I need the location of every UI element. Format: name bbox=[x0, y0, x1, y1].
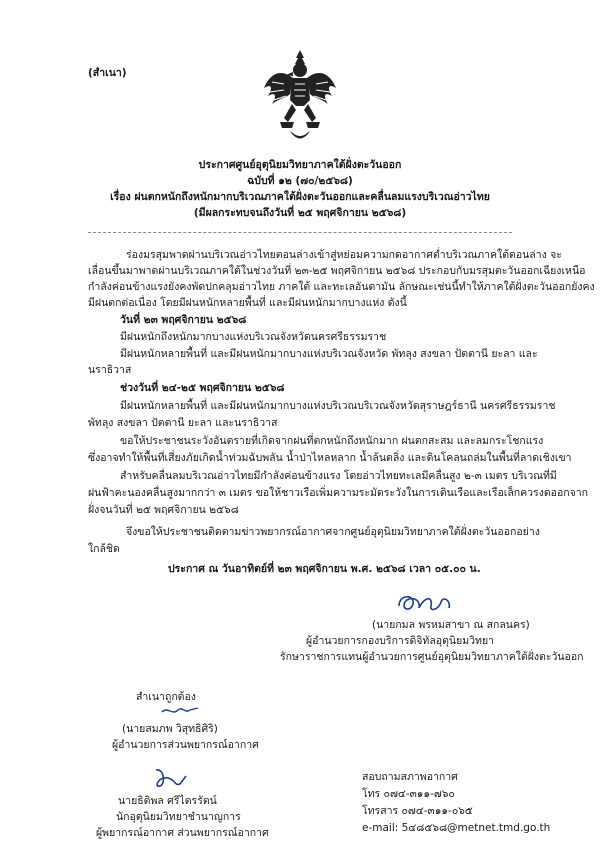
signer-name: (นายกมล พรหมสาขา ณ สกลนคร) bbox=[372, 619, 530, 631]
intro-line: มีฝนตกต่อเนื่อง โดยมีฝนหนักหลายพื้นที่ และมีฝนหนักมากบางแห่ง ดังนี้ bbox=[88, 297, 407, 309]
sea-line: ฝนฟ้าคะนองคลื่นสูงมากกว่า ๓ เมตร ขอให้ชาวเรือเพิ่มความระมัดระวังในการเดินเรือและเรือเล็กควรงดออกจาก bbox=[88, 487, 589, 499]
warning-line: ขอให้ประชาชนระวังอันตรายที่เกิดจากฝนที่ตกหนักถึงหนักมาก ฝนตกสะสม และลมกระโชกแรง bbox=[120, 435, 544, 447]
follow-line: จึงขอให้ประชาชนติดตามข่าวพยากรณ์อากาศจากศูนย์อุตุนิยมวิทยาภาคใต้ฝั่งตะวันออกอย่าง bbox=[126, 526, 540, 538]
preparer-unit: ผู้พยากรณ์อากาศ ส่วนพยากรณ์อากาศ bbox=[96, 827, 269, 839]
signer-acting: รักษาราชการแทนผู้อำนวยการศูนย์อุตุนิยมวิทยาภาคใต้ฝั่งตะวันออก bbox=[280, 651, 584, 663]
day1-line: มีฝนหนักหลายพื้นที่ และมีฝนหนักมากบางแห่งบริเวณจังหวัด พัทลุง สงขลา ปัตตานี ยะลา และ bbox=[120, 348, 538, 360]
contact-label: สอบถามสภาพอากาศ bbox=[362, 771, 458, 783]
intro-line: เลื่อนขึ้นมาพาดผ่านบริเวณภาคใต้ในช่วงวันที่ ๒๓-๒๕ พฤศจิกายน ๒๕๖๘ ประกอบกับมรสุมตะวันออกเฉียงเหนือ bbox=[88, 265, 586, 277]
day2-line: พัทลุง สงขลา ปัตตานี ยะลา และนราธิวาส bbox=[88, 417, 278, 429]
announced-date: ประกาศ ณ วันอาทิตย์ที่ ๒๓ พฤศจิกายน พ.ศ. ๒๕๖๘ เวลา ๐๕.๐๐ น. bbox=[168, 563, 481, 575]
day1-line: นราธิวาส bbox=[88, 364, 132, 376]
copy-mark: (สำเนา) bbox=[88, 67, 127, 79]
garuda-emblem-icon bbox=[262, 48, 338, 140]
preparer-position: นักอุตุนิยมวิทยาชำนาญการ bbox=[116, 811, 241, 823]
contact-phone: โทร ๐๗๔-๓๑๑-๗๖๐ bbox=[362, 788, 455, 800]
certified-label: สำเนาถูกต้อง bbox=[136, 691, 196, 703]
header-separator bbox=[88, 232, 512, 233]
day2-heading: ช่วงวันที่ ๒๔-๒๕ พฤศจิกายน ๒๕๖๘ bbox=[120, 382, 285, 394]
follow-line: ใกล้ชิด bbox=[88, 543, 120, 555]
day2-line: มีฝนหนักหลายพื้นที่ และมีฝนหนักมากบางแห่งบริเวณบริเวณจังหวัดสุราษฎร์ธานี นครศรีธรรมราช bbox=[120, 400, 556, 412]
intro-line: กำลังค่อนข้างแรงยังคงพัดปกคลุมอ่าวไทย ภาคใต้ และทะเลอันดามัน ลักษณะเช่นนี้ทำให้ภาคใต้ฝั่งตะวันออกยังคง bbox=[88, 281, 595, 293]
announcement-issue: ฉบับที่ ๑๒ (๗๐/๒๕๖๘) bbox=[247, 175, 353, 187]
announcement-title: ประกาศศูนย์อุตุนิยมวิทยาภาคใต้ฝั่งตะวันออก bbox=[198, 159, 402, 171]
preparer-signature bbox=[150, 766, 190, 790]
warning-line: ซึ่งอาจทำให้พื้นที่เสี่ยงภัยเกิดน้ำท่วมฉับพลัน น้ำป่าไหลหลาก น้ำล้นตลิ่ง และดินโคลนถล่มในพื้นที่ลาดเชิงเขา bbox=[88, 452, 572, 464]
day1-heading: วันที่ ๒๓ พฤศจิกายน ๒๕๖๘ bbox=[120, 314, 247, 326]
contact-fax: โทรสาร ๐๗๔-๓๑๑-๐๖๕ bbox=[362, 805, 473, 817]
director-signature bbox=[395, 588, 455, 616]
intro-line: ร่องมรสุมพาดผ่านบริเวณอ่าวไทยตอนล่างเข้าสู่หย่อมความกดอากาศต่ำบริเวณภาคใต้ตอนล่าง จะ bbox=[126, 249, 562, 261]
sea-line: สำหรับคลื่นลมบริเวณอ่าวไทยมีกำลังค่อนข้างแรง โดยอ่าวไทยทะเลมีคลื่นสูง ๒-๓ เมตร บริเวณที่มี bbox=[120, 470, 557, 482]
signer-position: ผู้อำนวยการกองบริการดิจิทัลอุตุนิยมวิทยา bbox=[306, 635, 495, 647]
preparer-name: นายธิติพล ศรีไตรรัตน์ bbox=[118, 795, 217, 807]
certifier-name: (นายสมภพ วิสุทธิศิริ) bbox=[122, 723, 218, 735]
announcement-effective: (มีผลกระทบจนถึงวันที่ ๒๕ พฤศจิกายน ๒๕๖๘) bbox=[193, 207, 407, 219]
certifier-position: ผู้อำนวยการส่วนพยากรณ์อากาศ bbox=[112, 739, 259, 751]
certifier-signature bbox=[160, 702, 200, 718]
contact-email[interactable]: e-mail: 5๔๘๕๖๘@metnet.tmd.go.th bbox=[362, 822, 551, 834]
sea-line: ฝั่งจนวันที่ ๒๕ พฤศจิกายน ๒๕๖๘ bbox=[88, 504, 239, 516]
announcement-subject: เรื่อง ฝนตกหนักถึงหนักมากบริเวณภาคใต้ฝั่งตะวันออกและคลื่นลมแรงบริเวณอ่าวไทย bbox=[110, 191, 490, 203]
day1-line: มีฝนหนักถึงหนักมากบางแห่งบริเวณจังหวัดนครศรีธรรมราช bbox=[120, 331, 387, 343]
